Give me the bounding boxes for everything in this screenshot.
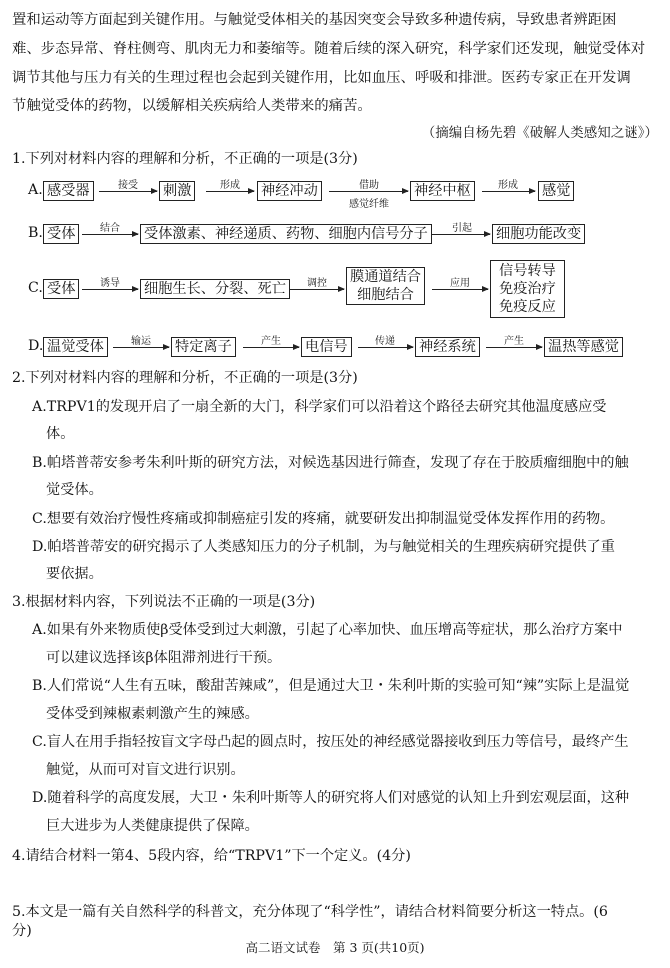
q3-option-c-line-2: 触觉，从而可对盲文进行识别。: [46, 762, 245, 778]
q1-a-box-4: 神经中枢: [410, 181, 475, 201]
q1-c-box-2: 细胞生长、分裂、死亡: [140, 279, 290, 299]
q2-option-b-line-1: B.帕塔普蒂安参考朱利叶斯的研究方法，对候选基因进行筛查，发现了存在于胶质瘤细胞中的触: [32, 455, 629, 471]
q1-b-label-1: 结合: [100, 223, 120, 234]
q3-option-b-line-1: B.人们常说“人生有五味，酸甜苦辣咸”，但是通过大卫・朱利叶斯的实验可知“辣”实际上是温觉: [32, 678, 630, 694]
q5-stem-line-1: 5.本文是一篇有关自然科学的科普文，充分体现了“科学性”，请结合材料简要分析这一特点。(6: [12, 904, 608, 920]
q1-d-label-3: 传递: [375, 336, 395, 347]
q1-d-arrow-4: [486, 347, 542, 348]
q1-c-box-4-line-1: 信号转导: [499, 263, 556, 279]
q1-c-box-4: [490, 260, 565, 318]
q1-d-label-4: 产生: [504, 336, 524, 347]
q1-c-letter: C.: [28, 280, 43, 296]
q3-option-d-line-1: D.随着科学的高度发展，大卫・朱利叶斯等人的研究将人们对感觉的认知上升到宏观层面，这种: [32, 790, 630, 806]
q5-stem-line-2: 分): [12, 923, 32, 939]
q1-a-box-5: 感觉: [538, 181, 574, 201]
q1-a-box-3: 神经冲动: [257, 181, 322, 201]
q3-option-a-line-1: A.如果有外来物质使β受体受到过大刺激，引起了心率加快、血压增高等症状，那么治疗方案中: [32, 622, 623, 638]
q1-a-letter: A.: [28, 182, 43, 198]
q1-b-arrow-1: [82, 234, 138, 235]
q1-d-label-2: 产生: [261, 336, 281, 347]
q2-option-d-line-1: D.帕塔普蒂安的研究揭示了人类感知压力的分子机制，为与触觉相关的生理疾病研究提供了重: [32, 539, 615, 555]
q2-option-b-line-2: 觉受体。: [46, 482, 103, 498]
q1-d-label-1: 输运: [131, 336, 151, 347]
q1-a-box-1: 感受器: [43, 181, 94, 201]
q1-a-arrow-2: [206, 191, 254, 192]
q3-option-b-line-2: 受体受到辣椒素刺激产生的辣感。: [46, 706, 259, 722]
q1-a-arrow-3: [329, 191, 408, 192]
q1-c-arrow-1: [82, 289, 138, 290]
q1-a-label-3: 借助: [359, 180, 379, 191]
q1-b-arrow-2: [432, 234, 490, 235]
q1-stem: 1.下列对材料内容的理解和分析，不正确的一项是(3分): [12, 151, 358, 167]
q1-a-arrow-4: [482, 191, 535, 192]
q2-option-c-line-1: C.想要有效治疗慢性疼痛或抑制癌症引发的疼痛，就要研发出抑制温觉受体发挥作用的药物。: [32, 511, 615, 527]
q3-option-c-line-1: C.盲人在用手指轻按盲文字母凸起的圆点时，按压处的神经感觉器接收到压力等信号，最终产生: [32, 734, 629, 750]
q3-option-a-line-2: 可以建议选择该β体阻滞剂进行干预。: [46, 650, 282, 666]
q1-b-box-3: 细胞功能改变: [492, 224, 585, 244]
q1-a-label-4: 形成: [498, 180, 518, 191]
q1-c-label-1: 诱导: [100, 278, 120, 289]
q1-d-arrow-3: [358, 347, 413, 348]
page-footer: 高二语文试卷 第 3 页(共10页): [245, 940, 425, 955]
q1-c-box-3-line-2: 细胞结合: [357, 287, 414, 303]
intro-line-3: 调节其他与压力有关的生理过程也会起到关键作用，比如血压、呼吸和排泄。医药专家正在开发调: [12, 70, 631, 86]
intro-line-2: 难、步态异常、脊柱侧弯、肌肉无力和萎缩等。随着后续的深入研究，科学家们还发现，触觉受体对: [12, 41, 646, 57]
intro-line-4: 节触觉受体的药物，以缓解相关疾病给人类带来的痛苦。: [12, 98, 372, 114]
q3-stem: 3.根据材料内容，下列说法不正确的一项是(3分): [12, 594, 316, 610]
q1-c-arrow-2: [290, 289, 344, 290]
intro-line-1: 置和运动等方面起到关键作用。与触觉受体相关的基因突变会导致多种遗传病，导致患者辨距困: [12, 12, 617, 28]
q3-option-d-line-2: 巨大进步为人类健康提供了保障。: [46, 818, 259, 834]
source-citation: （摘编自杨先碧《破解人类感知之谜》）: [421, 125, 658, 141]
q1-c-arrow-3: [432, 289, 488, 290]
q1-a-label-2: 形成: [220, 180, 240, 191]
q1-b-box-1: 受体: [43, 224, 79, 244]
q1-c-box-3-line-1: 膜通道结合: [350, 269, 421, 285]
q1-c-label-2: 调控: [307, 278, 327, 289]
q1-c-box-4-line-2: 免疫治疗: [499, 281, 556, 297]
q1-a-box-2: 刺激: [159, 181, 195, 201]
q2-option-a-line-2: 体。: [46, 426, 75, 442]
q1-d-box-4: 神经系统: [415, 337, 480, 357]
q2-option-d-line-2: 要依据。: [46, 566, 103, 582]
q1-a-sublabel: 感觉纤维: [349, 199, 389, 210]
q4-stem: 4.请结合材料一第4、5段内容，给“TRPV1”下一个定义。(4分): [12, 848, 411, 864]
q1-d-box-2: 特定离子: [171, 337, 236, 357]
q1-c-box-3: [346, 267, 425, 305]
q1-d-box-3: 电信号: [301, 337, 352, 357]
q1-d-box-5: 温热等感觉: [544, 337, 623, 357]
q1-c-box-4-line-3: 免疫反应: [499, 299, 556, 315]
q1-c-label-3: 应用: [450, 278, 470, 289]
q1-b-label-2: 引起: [452, 223, 472, 234]
q1-d-letter: D.: [28, 338, 44, 354]
q1-b-letter: B.: [28, 225, 43, 241]
q1-a-arrow-1: [99, 191, 157, 192]
q1-d-arrow-2: [243, 347, 299, 348]
q1-d-box-1: 温觉受体: [43, 337, 108, 357]
q2-stem: 2.下列对材料内容的理解和分析，不正确的一项是(3分): [12, 370, 358, 386]
q1-d-arrow-1: [113, 347, 169, 348]
q1-a-label-1: 接受: [118, 180, 138, 191]
q1-c-box-1: 受体: [43, 279, 79, 299]
q1-b-box-2: 受体激素、神经递质、药物、细胞内信号分子: [140, 224, 432, 244]
q2-option-a-line-1: A.TRPV1的发现开启了一扇全新的大门，科学家们可以沿着这个路径去研究其他温度感应受: [32, 399, 607, 415]
